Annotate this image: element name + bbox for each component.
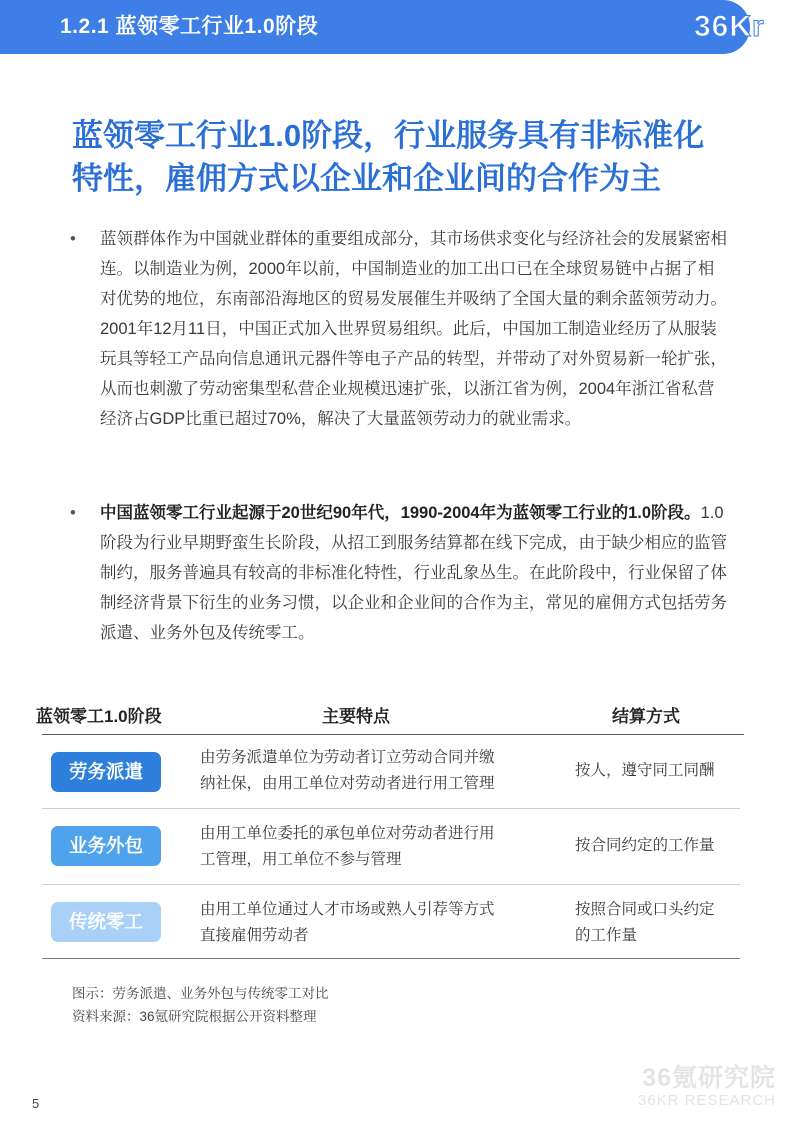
bullet-body: 1.0阶段为行业早期野蛮生长阶段，从招工到服务结算都在线下完成，由于缺少相应的监管制约，服务普遍具有较高的非标准化特性，行业乱象丛生。在此阶段中，行业保留了体制经济背景下衍生的业务习惯，以企业和企业间的合作为主，常见的雇佣方式包括劳务派遣、业务外包及传统零工。 — [100, 504, 727, 642]
row-label-traditional-gig: 传统零工 — [51, 902, 161, 942]
watermark-cn: 36氪研究院 — [642, 1064, 776, 1092]
brand-logo — [694, 0, 794, 54]
header-bar — [0, 0, 750, 54]
bullet-dot: • — [70, 230, 76, 248]
table-header-divider — [42, 734, 744, 735]
row-description — [200, 897, 540, 949]
page-number: 5 — [32, 1096, 40, 1111]
source-caption: 资料来源：36氪研究院根据公开资料整理 — [72, 1009, 317, 1024]
page-heading-line-2: 特性，雇佣方式以企业和企业间的合作为主 — [72, 161, 661, 196]
row-settlement — [575, 897, 745, 949]
row-description-line: 直接雇佣劳动者 — [200, 927, 309, 944]
bullet-text: 蓝领群体作为中国就业群体的重要组成部分，其市场供求变化与经济社会的发展紧密相连。以制造业为例，2000年以前，中国制造业的加工出口已在全球贸易链中占据了相对优势的地位，东南部沿海地区的贸易发展催生并吸纳了全国大量的剩余蓝领劳动力。2001年12月11日，中国正式加入世界贸易组织。此后，中国加工制造业经历了从服装玩具等轻工产品向信息通讯元器件等电子产品的转型，并带动了对外贸易新一轮扩张，从而也刺激了劳动密集型私营企业规模迅速扩张，以浙江省为例，2004年浙江省私营经济占GDP比重已超过70%，解决了大量蓝领劳动力的就业需求。 — [100, 230, 727, 428]
row-settlement-line: 按照合同或口头约定 — [575, 901, 715, 918]
watermark — [638, 1058, 776, 1109]
row-settlement — [575, 833, 745, 859]
bullet-text — [100, 498, 730, 648]
section-title: 1.2.1 蓝领零工行业1.0阶段 — [60, 15, 319, 38]
table-bottom-divider — [42, 958, 740, 959]
row-divider — [42, 808, 740, 809]
row-description — [200, 745, 540, 797]
watermark-en: 36KR RESEARCH — [637, 1092, 776, 1109]
row-settlement-line: 按合同约定的工作量 — [575, 837, 715, 854]
page-heading — [72, 114, 752, 200]
bullet-paragraph — [70, 224, 730, 434]
brand-logo-text: 36Kr — [694, 10, 765, 43]
bullet-dot: • — [70, 504, 76, 522]
row-divider — [42, 884, 740, 885]
row-label-outsourcing: 业务外包 — [51, 826, 161, 866]
row-settlement-line: 按人，遵守同工同酬 — [575, 762, 715, 779]
page-heading-line-1: 蓝领零工行业1.0阶段，行业服务具有非标准化 — [72, 118, 705, 153]
row-settlement-line: 的工作量 — [575, 927, 638, 944]
row-description-line: 由用工单位委托的承包单位对劳动者进行用 — [200, 825, 495, 842]
row-description-line: 纳社保，由用工单位对劳动者进行用工管理 — [200, 775, 495, 792]
table-header-features: 主要特点 — [322, 707, 390, 726]
row-settlement — [575, 758, 745, 784]
row-description — [200, 821, 540, 873]
figure-caption: 图示：劳务派遣、业务外包与传统零工对比 — [72, 986, 329, 1001]
row-description-line: 由劳务派遣单位为劳动者订立劳动合同并缴 — [200, 749, 495, 766]
table-header-settlement: 结算方式 — [612, 707, 680, 726]
bullet-paragraph — [70, 498, 730, 648]
table-header-stage: 蓝领零工1.0阶段 — [36, 707, 162, 726]
row-description-line: 由用工单位通过人才市场或熟人引荐等方式 — [200, 901, 495, 918]
row-description-line: 工管理，用工单位不参与管理 — [200, 851, 402, 868]
bullet-bold-lead: 中国蓝领零工行业起源于20世纪90年代，1990-2004年为蓝领零工行业的1.0阶段。 — [100, 504, 701, 522]
row-label-labor-dispatch: 劳务派遣 — [51, 752, 161, 792]
